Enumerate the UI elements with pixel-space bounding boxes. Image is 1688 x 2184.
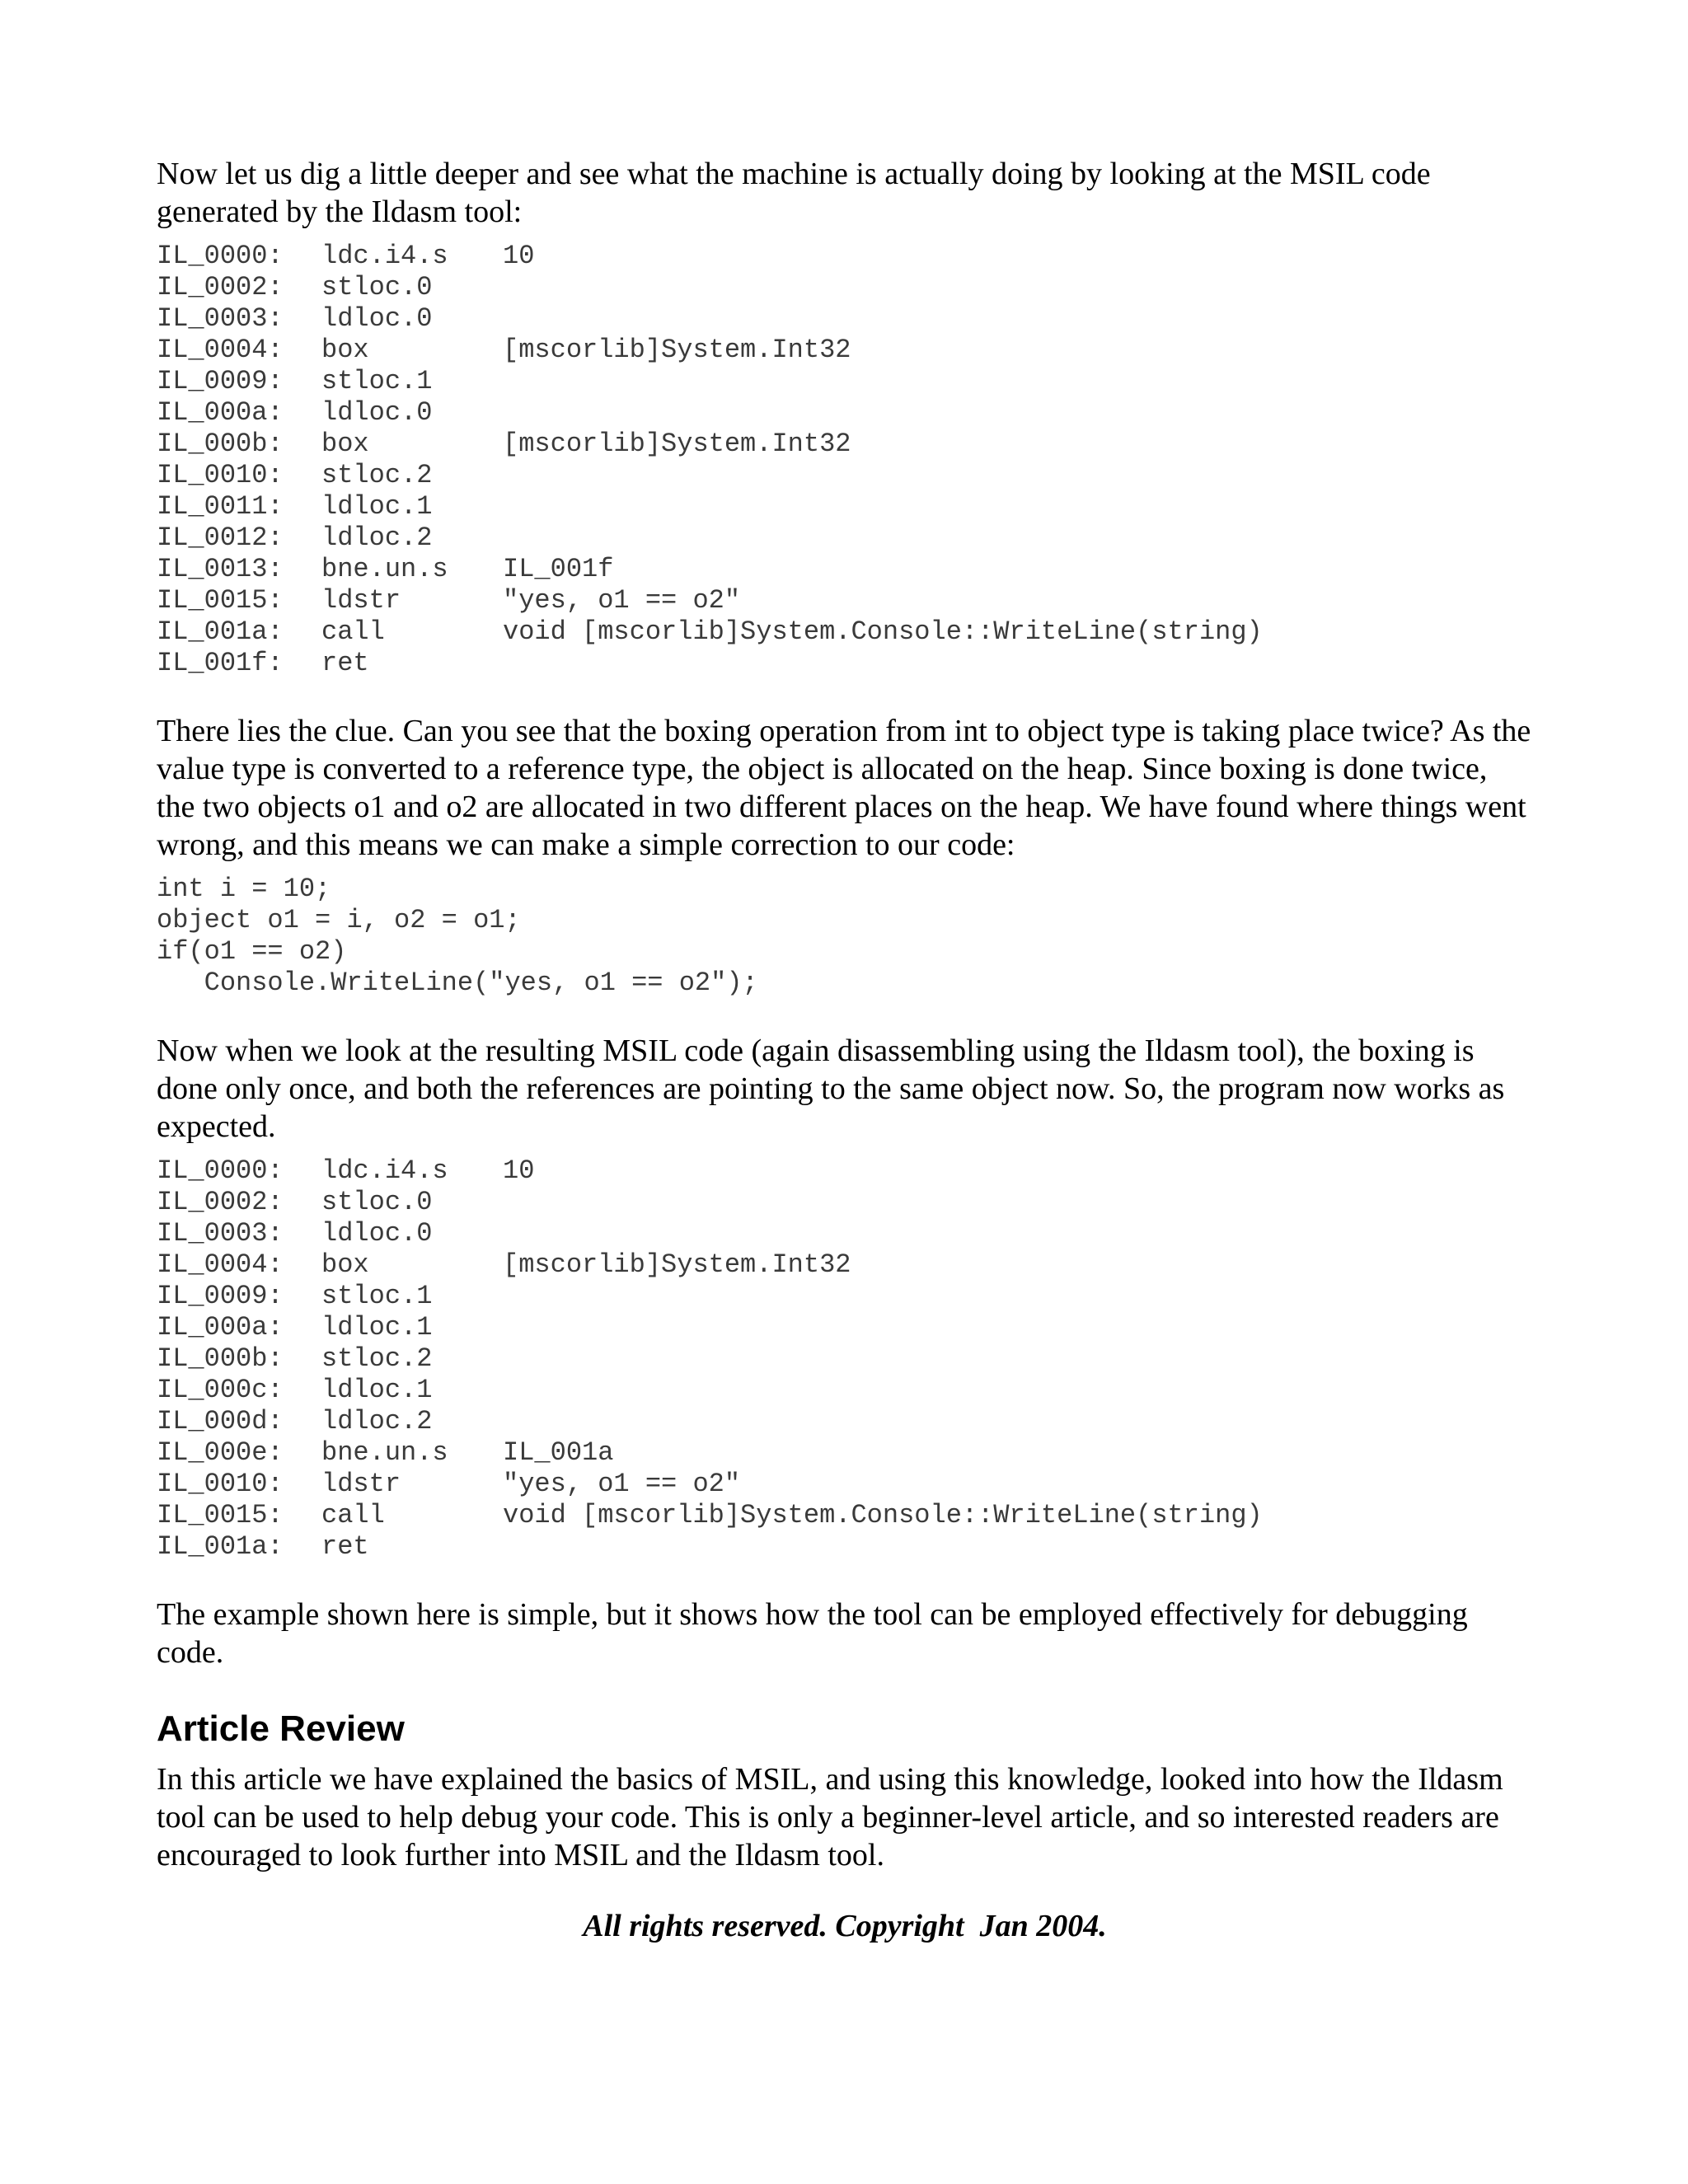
msil-address: IL_0004: <box>157 335 284 365</box>
msil-instruction <box>157 1406 1533 1437</box>
msil-operand: [mscorlib]System.Int32 <box>503 1249 851 1280</box>
msil-opcode: ret <box>321 648 369 678</box>
copyright-notice: All rights reserved. Copyright Jan 2004. <box>583 1909 1107 1943</box>
document-page <box>157 155 1533 1945</box>
intro-paragraph: Now let us dig a little deeper and see what the machine is actually doing by looking at the MSIL code generated by the Ildasm tool: <box>157 157 1431 229</box>
msil-operand: void [mscorlib]System.Console::WriteLine(string) <box>503 1500 1263 1530</box>
msil-instruction <box>157 429 1533 460</box>
msil-operand: [mscorlib]System.Int32 <box>503 429 851 459</box>
msil-instruction <box>157 1187 1533 1218</box>
msil-address: IL_000a: <box>157 1312 284 1343</box>
msil-opcode: ldstr <box>321 585 401 616</box>
msil-opcode: bne.un.s <box>321 1437 448 1468</box>
msil-instruction <box>157 366 1533 397</box>
msil-operand: 10 <box>503 1155 535 1186</box>
msil-address: IL_0015: <box>157 585 284 616</box>
msil-opcode: box <box>321 429 369 459</box>
msil-opcode: ldc.i4.s <box>321 241 448 271</box>
msil-instruction <box>157 1531 1533 1563</box>
msil-operand: 10 <box>503 241 535 271</box>
msil-opcode: ldloc.2 <box>321 1406 433 1436</box>
example-paragraph: The example shown here is simple, but it shows how the tool can be employed effectively for debugging code. <box>157 1597 1468 1670</box>
msil-address: IL_0003: <box>157 303 284 334</box>
msil-instruction <box>157 241 1533 272</box>
msil-instruction <box>157 554 1533 585</box>
msil-instruction <box>157 460 1533 491</box>
msil-instruction <box>157 1281 1533 1312</box>
msil-address: IL_0002: <box>157 1187 284 1217</box>
msil-address: IL_0013: <box>157 554 284 584</box>
msil-opcode: stloc.2 <box>321 460 433 490</box>
msil-operand: [mscorlib]System.Int32 <box>503 335 851 365</box>
msil-operand: IL_001a <box>503 1437 614 1468</box>
msil-address: IL_000b: <box>157 1343 284 1374</box>
msil-address: IL_0010: <box>157 1469 284 1499</box>
msil-address: IL_0004: <box>157 1249 284 1280</box>
msil-opcode: call <box>321 1500 385 1530</box>
msil-opcode: ldloc.0 <box>321 303 433 334</box>
code-line: Console.WriteLine("yes, o1 == o2"); <box>157 968 758 998</box>
msil-instruction <box>157 1500 1533 1531</box>
clue-paragraph: There lies the clue. Can you see that the boxing operation from int to object type is taking place twice? As the value type is converted to a reference type, the object is allocated on the heap. Since boxing is done twice, the two objects o1 and o2 are allocated in two different places on the heap. We have found where things went wrong, and this means we can make a simple correction to our code: <box>157 714 1531 862</box>
msil-opcode: ldloc.1 <box>321 1312 433 1343</box>
msil-instruction <box>157 1249 1533 1281</box>
msil-instruction <box>157 1155 1533 1187</box>
msil-instruction <box>157 1469 1533 1500</box>
msil-operand: "yes, o1 == o2" <box>503 585 741 616</box>
msil-opcode: ldloc.1 <box>321 491 433 522</box>
code-line: if(o1 == o2) <box>157 936 347 967</box>
msil-address: IL_001a: <box>157 1531 284 1562</box>
msil-instruction <box>157 616 1533 648</box>
msil-instruction <box>157 1437 1533 1469</box>
msil-instruction <box>157 1312 1533 1343</box>
msil-instruction <box>157 303 1533 335</box>
msil-opcode: bne.un.s <box>321 554 448 584</box>
msil-address: IL_0002: <box>157 272 284 302</box>
msil-opcode: stloc.2 <box>321 1343 433 1374</box>
msil-opcode: ldloc.1 <box>321 1375 433 1405</box>
msil-instruction <box>157 585 1533 616</box>
msil-instruction <box>157 1375 1533 1406</box>
msil-opcode: ldc.i4.s <box>321 1155 448 1186</box>
msil-opcode: box <box>321 335 369 365</box>
msil-address: IL_001a: <box>157 616 284 647</box>
msil-address: IL_000e: <box>157 1437 284 1468</box>
msil-instruction <box>157 1343 1533 1375</box>
msil-opcode: ldloc.0 <box>321 397 433 428</box>
msil-instruction <box>157 335 1533 366</box>
msil-listing-original <box>157 241 1533 679</box>
code-line: int i = 10; <box>157 874 331 904</box>
article-review-heading: Article Review <box>157 1708 405 1749</box>
msil-address: IL_0009: <box>157 1281 284 1311</box>
msil-address: IL_000b: <box>157 429 284 459</box>
msil-address: IL_0000: <box>157 241 284 271</box>
msil-address: IL_0012: <box>157 523 284 553</box>
msil-address: IL_0009: <box>157 366 284 396</box>
msil-instruction <box>157 648 1533 679</box>
csharp-corrected-code <box>157 874 1533 999</box>
msil-opcode: box <box>321 1249 369 1280</box>
msil-instruction <box>157 491 1533 523</box>
result-paragraph: Now when we look at the resulting MSIL code (again disassembling using the Ildasm tool), the boxing is done only once, and both the references are pointing to the same object now. So, the program now works as expected. <box>157 1033 1505 1144</box>
msil-opcode: stloc.1 <box>321 366 433 396</box>
msil-instruction <box>157 397 1533 429</box>
msil-address: IL_001f: <box>157 648 284 678</box>
msil-instruction <box>157 1218 1533 1249</box>
code-line: object o1 = i, o2 = o1; <box>157 905 521 935</box>
msil-address: IL_000a: <box>157 397 284 428</box>
review-paragraph: In this article we have explained the basics of MSIL, and using this knowledge, looked into how the Ildasm tool can be used to help debug your code. This is only a beginner-level article, and so interested readers are encouraged to look further into MSIL and the Ildasm tool. <box>157 1762 1503 1872</box>
msil-listing-corrected <box>157 1155 1533 1563</box>
msil-instruction <box>157 523 1533 554</box>
msil-operand: IL_001f <box>503 554 614 584</box>
msil-opcode: ldstr <box>321 1469 401 1499</box>
msil-address: IL_0011: <box>157 491 284 522</box>
msil-address: IL_0015: <box>157 1500 284 1530</box>
msil-address: IL_0003: <box>157 1218 284 1249</box>
msil-opcode: ret <box>321 1531 369 1562</box>
msil-opcode: call <box>321 616 385 647</box>
msil-address: IL_000d: <box>157 1406 284 1436</box>
msil-instruction <box>157 272 1533 303</box>
msil-opcode: ldloc.2 <box>321 523 433 553</box>
msil-opcode: stloc.1 <box>321 1281 433 1311</box>
msil-operand: void [mscorlib]System.Console::WriteLine(string) <box>503 616 1263 647</box>
msil-address: IL_000c: <box>157 1375 284 1405</box>
msil-address: IL_0010: <box>157 460 284 490</box>
msil-opcode: stloc.0 <box>321 272 433 302</box>
msil-opcode: ldloc.0 <box>321 1218 433 1249</box>
msil-operand: "yes, o1 == o2" <box>503 1469 741 1499</box>
msil-opcode: stloc.0 <box>321 1187 433 1217</box>
msil-address: IL_0000: <box>157 1155 284 1186</box>
